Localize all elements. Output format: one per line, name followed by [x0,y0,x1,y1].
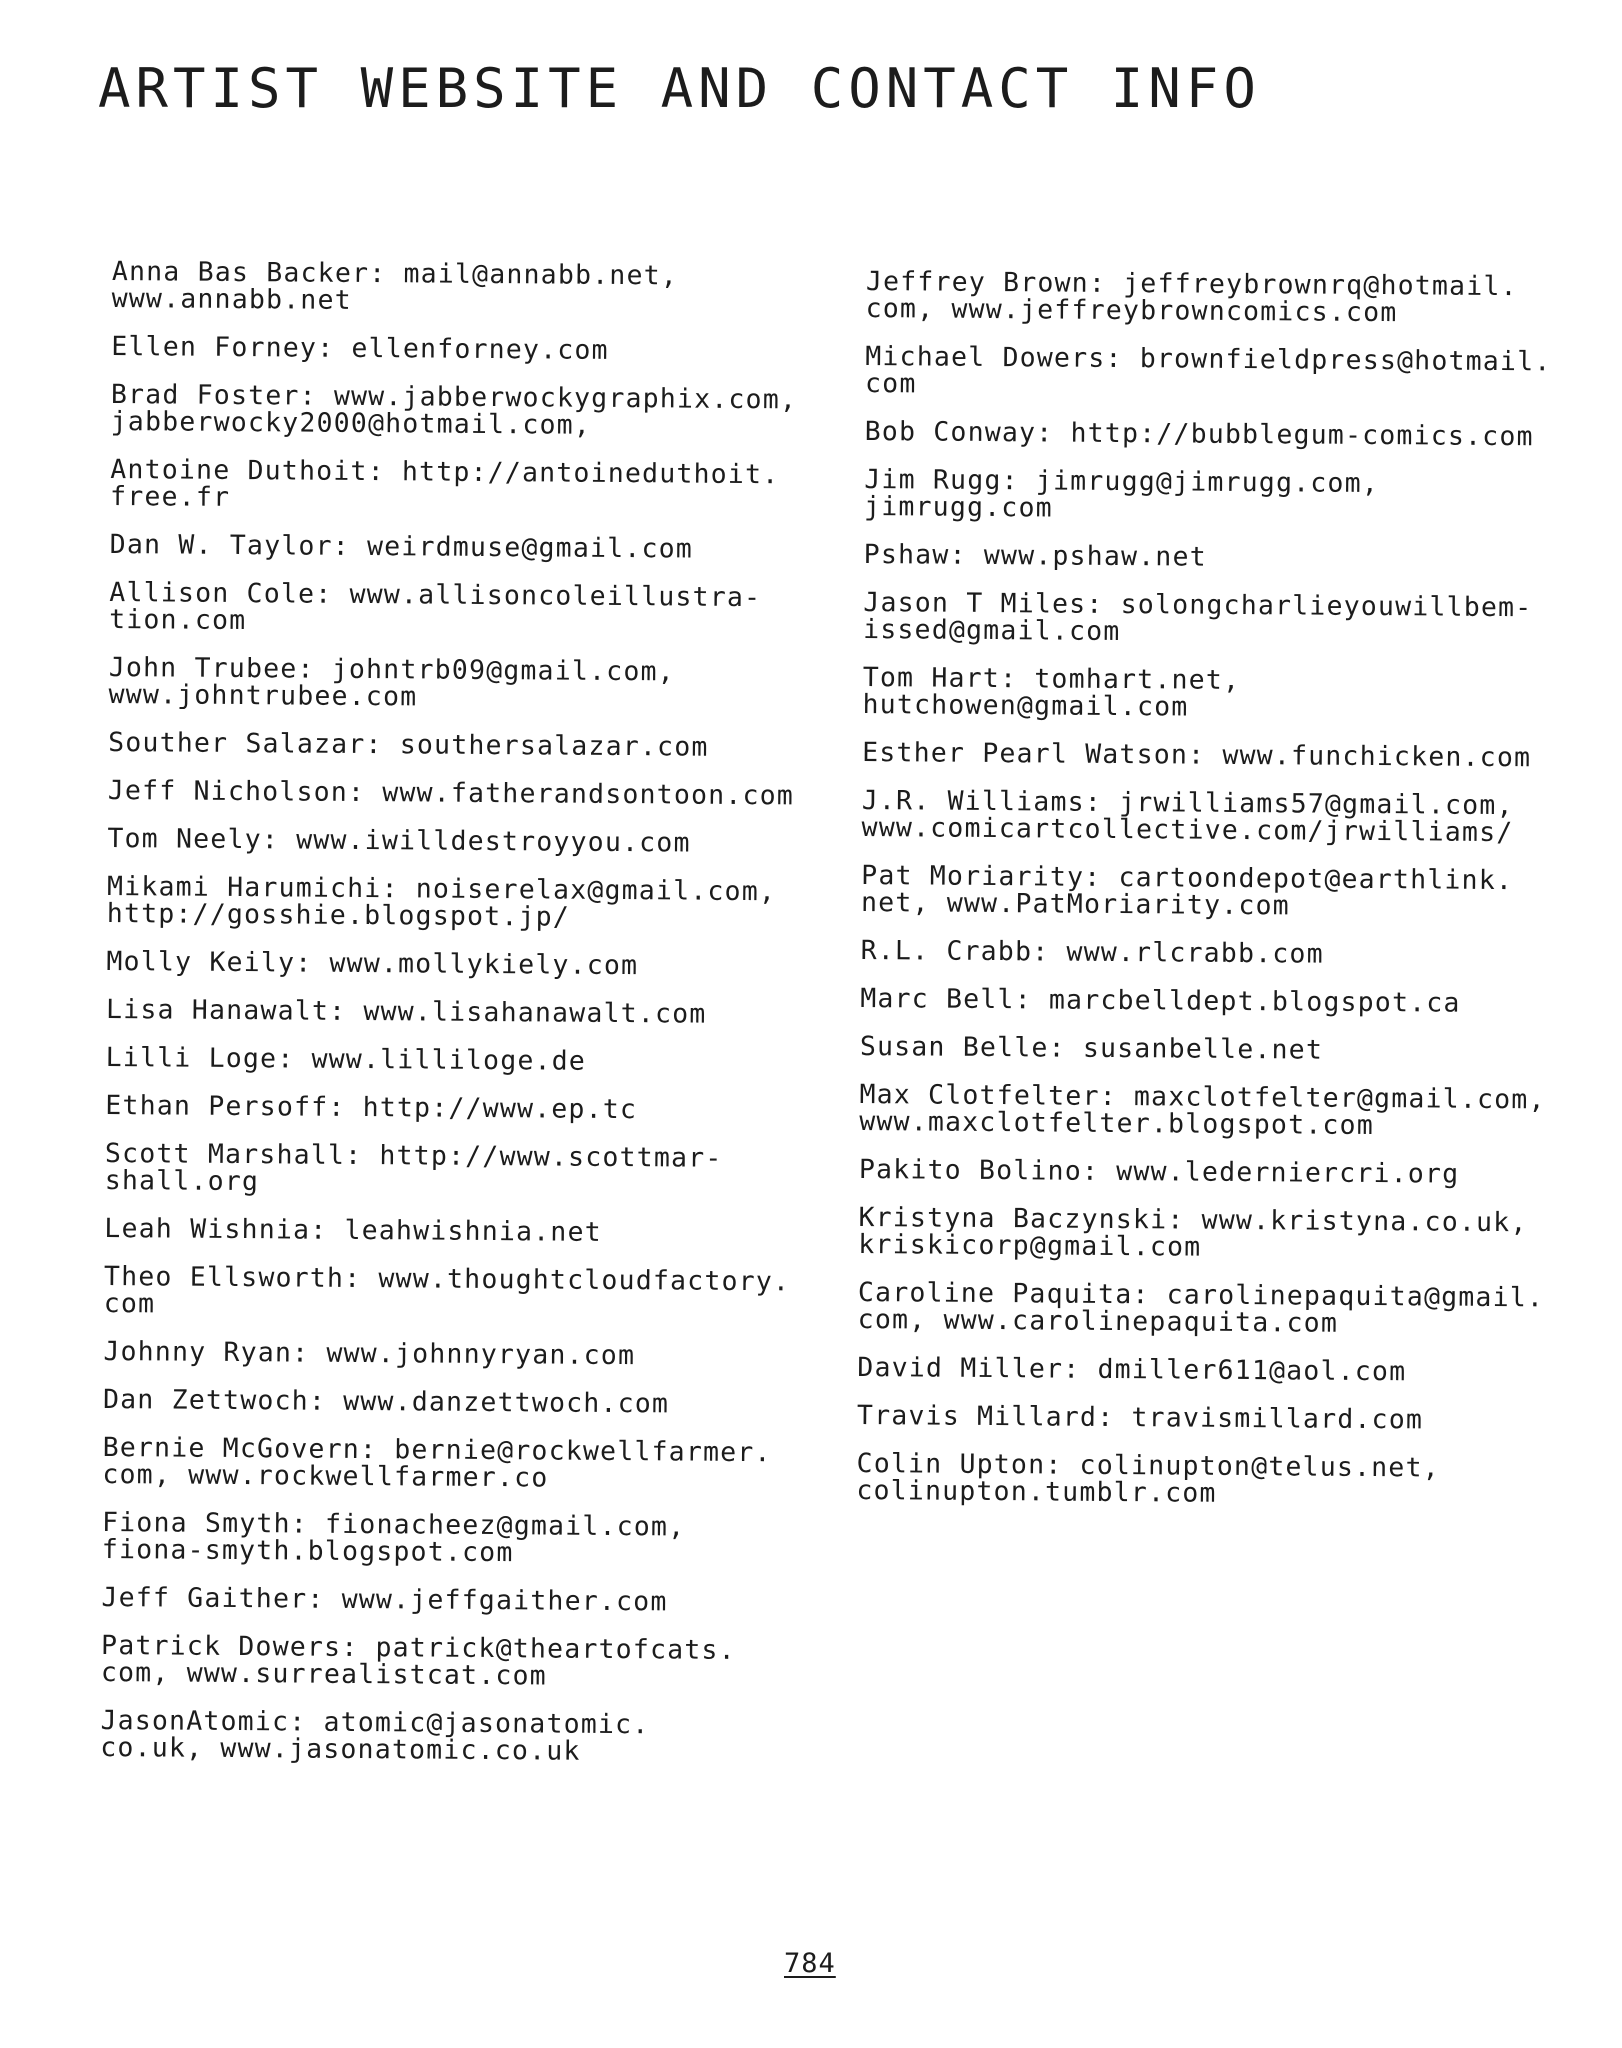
artist-entry: Fiona Smyth: fionacheez@gmail.com, fiona-smyth.blogspot.com [101,1506,686,1569]
artist-entry: Colin Upton: colinupton@telus.net, colinupton.tumblr.com [856,1447,1440,1509]
artist-entry: J.R. Williams: jrwilliams57@gmail.com, www.comicartcollective.com/jrwilliams/ [861,784,1514,849]
artist-entry: Dan W. Taylor: weirdmuse@gmail.com [109,528,694,565]
artist-entry: Jeff Nicholson: www.fatherandsontoon.com [107,774,795,812]
artist-entry: Lilli Loge: www.lilliloge.de [105,1041,587,1077]
artist-entry: Ellen Forney: ellenforney.com [111,330,609,366]
artist-entry: Michael Dowers: brownfieldpress@hotmail. com [864,340,1552,400]
artist-list-left-column [100,258,812,1787]
artist-entry: Ethan Persoff: http://www.ep.tc [105,1089,638,1126]
artist-entry: Tom Hart: tomhart.net, hutchowen@gmail.com [862,661,1241,723]
artist-entry: Souther Salazar: southersalazar.com [108,726,709,763]
artist-entry: Jeff Gaither: www.jeffgaither.com [101,1581,668,1618]
page-title: ARTIST WEBSITE AND CONTACT INFO [98,57,1261,120]
artist-entry: Bernie McGovern: bernie@rockwellfarmer. com, www.rockwellfarmer.co [102,1431,772,1494]
artist-entry: Allison Cole: www.allisoncoleillustra- tion.com [109,576,762,637]
artist-entry: Pat Moriarity: cartoondepot@earthlink. net, www.PatMoriarity.com [860,859,1514,922]
artist-entry: Tom Neely: www.iwilldestroyyou.com [107,822,691,859]
artist-entry: Brad Foster: www.jabberwockygraphix.com, jabberwocky2000@hotmail.com, [110,378,798,441]
artist-entry: Esther Pearl Watson: www.funchicken.com [862,736,1532,774]
artist-entry: Scott Marshall: http://www.scottmar- shall.org [104,1137,723,1198]
artist-entry: Lisa Hanawalt: www.lisahanawalt.com [105,993,707,1030]
artist-entry: JasonAtomic: atomic@jasonatomic. co.uk, www.jasonatomic.co.uk [100,1704,650,1767]
artist-entry: Marc Bell: marcbelldept.blogspot.ca [860,982,1461,1019]
artist-entry: Molly Keily: www.mollykiely.com [106,945,639,982]
artist-entry: Pakito Bolino: www.lederniercri.org [858,1153,1460,1190]
artist-entry: Pshaw: www.pshaw.net [863,538,1207,573]
artist-entry: Patrick Dowers: patrick@theartofcats. com, www.surrealistcat.com [100,1629,736,1692]
artist-entry: Susan Belle: susanbelle.net [859,1030,1324,1066]
artist-list-right-column [856,268,1566,1530]
artist-entry: R.L. Crabb: www.rlcrabb.com [860,934,1324,970]
artist-entry: Johnny Ryan: www.johnnyryan.com [103,1335,636,1372]
page-number: 784 [784,1948,836,1979]
artist-entry: Mikami Harumichi: noiserelax@gmail.com, http://gosshie.blogspot.jp/ [106,870,777,933]
artist-entry: Bob Conway: http://bubblegum-comics.com [864,415,1534,453]
artist-entry: Leah Wishnia: leahwishnia.net [104,1212,602,1248]
artist-entry: Anna Bas Backer: mail@annabb.net, www.annabb.net [111,256,679,316]
artist-entry: Theo Ellsworth: www.thoughtcloudfactory. com [103,1260,791,1320]
artist-entry: Travis Millard: travismillard.com [856,1399,1424,1436]
artist-entry: Max Clotfelter: maxclotfelter@gmail.com, www.maxclotfelter.blogspot.com [859,1078,1546,1142]
artist-entry: Jim Rugg: jimrugg@jimrugg.com, jimrugg.com [864,463,1380,524]
artist-entry: Jason T Miles: solongcharlieyouwillbem- issed@gmail.com [863,586,1533,648]
artist-entry: Caroline Paquita: carolinepaquita@gmail. com, www.carolinepaquita.com [857,1276,1545,1339]
artist-entry: Dan Zettwoch: www.danzettwoch.com [102,1383,670,1420]
artist-entry: Kristyna Baczynski: www.kristyna.co.uk, kriskicorp@gmail.com [858,1201,1528,1263]
artist-entry: Jeffrey Brown: jeffreybrownrq@hotmail. com, www.jeffreybrowncomics.com [865,266,1518,329]
artist-entry: Antoine Duthoit: http://antoineduthoit. free.fr [110,453,780,513]
artist-entry: John Trubee: johntrb09@gmail.com, www.johntrubee.com [108,651,675,713]
artist-entry: David Miller: dmiller611@aol.com [857,1351,1407,1388]
